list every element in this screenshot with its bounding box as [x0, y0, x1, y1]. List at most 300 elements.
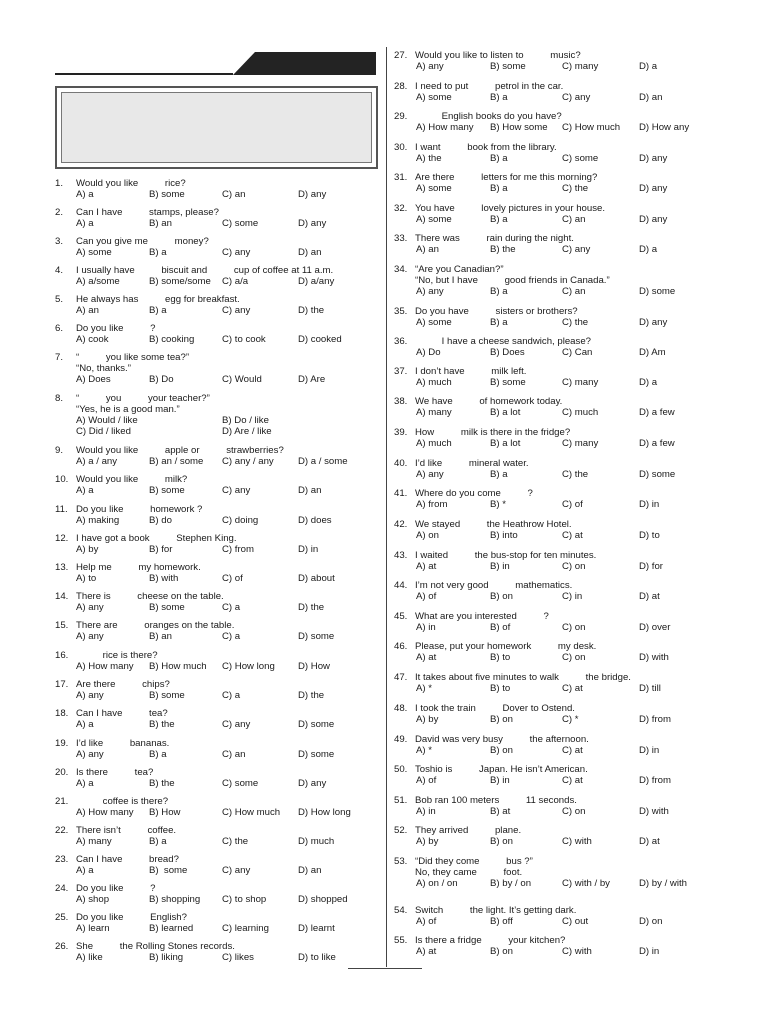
question-number: 46. — [394, 641, 408, 652]
answer-option: C) any — [222, 305, 251, 316]
answer-option: B) a — [490, 286, 508, 297]
question-text: There is cheese on the table. — [76, 591, 224, 602]
answer-option: C) * — [562, 714, 579, 725]
answer-option: D) the — [298, 305, 325, 316]
question-stem — [394, 935, 724, 946]
answer-options — [55, 515, 380, 526]
answer-option: C) Can — [562, 347, 593, 358]
answer-option: B) How — [149, 807, 181, 818]
header-rule — [55, 73, 233, 75]
question-number: 33. — [394, 233, 408, 244]
question-text: Help me my homework. — [76, 562, 201, 573]
answer-option: A) Would / like — [76, 415, 138, 426]
question-stem — [55, 207, 380, 218]
answer-options — [394, 153, 724, 164]
answer-options — [55, 485, 380, 496]
answer-option: A) How many — [76, 807, 134, 818]
question-text: I have a cheese sandwich, please? — [415, 336, 591, 347]
question-number: 38. — [394, 396, 408, 407]
answer-option: D) How — [298, 661, 330, 672]
answer-option: B) some/some — [149, 276, 211, 287]
question-text: Do you like ? — [76, 883, 156, 894]
question-text-line2: “Yes, he is a good man.” — [76, 404, 180, 415]
question-number: 36. — [394, 336, 408, 347]
answer-option: D) till — [639, 683, 661, 694]
question-item — [55, 825, 380, 847]
answer-options — [394, 407, 724, 418]
question-item — [394, 203, 724, 225]
question-item — [394, 672, 724, 694]
answer-options — [55, 719, 380, 730]
answer-option: A) some — [416, 183, 452, 194]
answer-option: C) of — [562, 499, 583, 510]
answer-options — [55, 426, 380, 437]
answer-option: A) making — [76, 515, 120, 526]
answer-option: C) on — [562, 652, 586, 663]
answer-option: B) shopping — [149, 894, 201, 905]
question-item — [394, 396, 724, 418]
answer-option: A) like — [76, 952, 103, 963]
question-text: Do you like English? — [76, 912, 187, 923]
question-item — [55, 236, 380, 258]
answer-options — [394, 652, 724, 663]
question-item — [394, 142, 724, 164]
question-number: 13. — [55, 562, 69, 573]
answer-option: C) any — [222, 485, 251, 496]
answer-options — [394, 878, 724, 889]
answer-option: C) in — [562, 591, 583, 602]
question-text: How milk is there in the fridge? — [415, 427, 571, 438]
question-text: Please, put your homework my desk. — [415, 641, 597, 652]
question-item — [394, 336, 724, 358]
question-text: There are oranges on the table. — [76, 620, 235, 631]
question-item — [55, 620, 380, 642]
answer-option: A) a/some — [76, 276, 120, 287]
answer-option: B) some — [490, 377, 526, 388]
answer-option: D) learnt — [298, 923, 335, 934]
answer-option: C) any — [222, 719, 251, 730]
question-number: 43. — [394, 550, 408, 561]
question-stem — [394, 672, 724, 683]
answer-option: C) a — [222, 631, 241, 642]
answer-option: D) in — [639, 499, 660, 510]
footer-rule — [348, 968, 422, 969]
answer-option: D) Are — [298, 374, 326, 385]
answer-option: A) * — [416, 683, 432, 694]
answer-options — [55, 544, 380, 555]
question-item — [55, 178, 380, 200]
question-number: 37. — [394, 366, 408, 377]
question-number: 27. — [394, 50, 408, 61]
answer-option: A) any — [76, 602, 104, 613]
question-text: You have lovely pictures in your house. — [415, 203, 606, 214]
question-stem — [55, 445, 380, 456]
question-number: 48. — [394, 703, 408, 714]
answer-option: B) some — [149, 690, 185, 701]
answer-option: B) into — [490, 530, 518, 541]
question-item — [55, 883, 380, 905]
answer-option: D) some — [298, 749, 335, 760]
answer-option: D) How any — [639, 122, 690, 133]
answer-options — [394, 591, 724, 602]
answer-options — [55, 247, 380, 258]
answer-option: A) a — [76, 778, 94, 789]
question-text: We have of homework today. — [415, 396, 563, 407]
question-number: 39. — [394, 427, 408, 438]
question-item — [394, 111, 724, 133]
answer-option: D) a few — [639, 407, 675, 418]
answer-option: A) on / on — [416, 878, 458, 889]
question-text: Would you like milk? — [76, 474, 188, 485]
question-number: 42. — [394, 519, 408, 530]
question-stem — [394, 734, 724, 745]
answer-option: C) many — [562, 377, 599, 388]
question-text: Toshio is Japan. He isn’t American. — [415, 764, 588, 775]
answer-option: D) Am — [639, 347, 666, 358]
question-text-line2: “No, thanks.” — [76, 363, 131, 374]
answer-option: A) shop — [76, 894, 110, 905]
answer-option: A) much — [416, 377, 452, 388]
answer-option: C) at — [562, 530, 583, 541]
question-text: Can I have stamps, please? — [76, 207, 219, 218]
answer-option: A) a / any — [76, 456, 118, 467]
answer-options — [55, 218, 380, 229]
question-number: 40. — [394, 458, 408, 469]
answer-options — [394, 622, 724, 633]
question-item — [55, 912, 380, 934]
question-item — [55, 679, 380, 701]
title-box-inner — [61, 92, 372, 163]
answer-option: A) in — [416, 622, 436, 633]
question-stem — [55, 352, 380, 363]
answer-option: B) * — [490, 499, 506, 510]
answer-option: C) any — [562, 244, 591, 255]
question-stem — [55, 591, 380, 602]
question-stem — [394, 50, 724, 61]
answer-option: D) a few — [639, 438, 675, 449]
answer-option: B) with — [149, 573, 179, 584]
answer-option: A) many — [416, 407, 452, 418]
answer-option: C) likes — [222, 952, 254, 963]
answer-options — [55, 661, 380, 672]
answer-option: A) learn — [76, 923, 110, 934]
answer-option: A) from — [416, 499, 448, 510]
question-stem — [55, 941, 380, 952]
question-text: I don’t have milk left. — [415, 366, 527, 377]
question-stem — [394, 81, 724, 92]
answer-option: A) some — [76, 247, 112, 258]
answer-option: D) by / with — [639, 878, 687, 889]
answer-option: C) from — [222, 544, 254, 555]
question-stem — [394, 264, 724, 275]
question-text: Switch the light. It’s getting dark. — [415, 905, 577, 916]
answer-option: B) a — [149, 836, 167, 847]
question-stem — [394, 764, 724, 775]
answer-option: A) any — [416, 469, 444, 480]
question-stem — [394, 856, 724, 867]
answer-option: A) any — [416, 61, 444, 72]
answer-option: C) with — [562, 836, 592, 847]
answer-option: B) a — [490, 183, 508, 194]
question-text-line2: “No, but I have good friends in Canada.” — [415, 275, 610, 286]
answer-option: D) for — [639, 561, 663, 572]
answer-option: B) some — [490, 61, 526, 72]
question-text: Where do you come ? — [415, 488, 533, 499]
question-item — [55, 207, 380, 229]
question-text: rice is there? — [76, 650, 158, 661]
question-number: 2. — [55, 207, 64, 218]
answer-option: C) to shop — [222, 894, 267, 905]
question-number: 15. — [55, 620, 69, 631]
answer-option: B) a lot — [490, 407, 521, 418]
answer-options — [394, 745, 724, 756]
answer-option: C) an — [562, 214, 586, 225]
question-text: I took the train Dover to Ostend. — [415, 703, 575, 714]
answer-options — [55, 456, 380, 467]
question-number: 4. — [55, 265, 64, 276]
answer-options — [55, 189, 380, 200]
answer-option: D) some — [298, 719, 335, 730]
answer-option: D) with — [639, 806, 669, 817]
answer-option: D) any — [639, 183, 668, 194]
question-item — [394, 580, 724, 602]
answer-option: A) of — [416, 916, 437, 927]
question-text: She the Rolling Stones records. — [76, 941, 235, 952]
answer-option: A) many — [76, 836, 112, 847]
answer-options — [394, 183, 724, 194]
question-stem — [394, 795, 724, 806]
question-text: I’d like bananas. — [76, 738, 170, 749]
question-number: 54. — [394, 905, 408, 916]
question-text: I want book from the library. — [415, 142, 557, 153]
question-stem — [394, 366, 724, 377]
answer-option: D) a — [639, 61, 658, 72]
answer-option: B) Does — [490, 347, 525, 358]
question-text: Can I have bread? — [76, 854, 179, 865]
answer-option: D) a / some — [298, 456, 348, 467]
answer-option: A) an — [416, 244, 439, 255]
answer-option: D) from — [639, 775, 671, 786]
question-item — [55, 504, 380, 526]
answer-option: C) an — [222, 749, 246, 760]
question-text: They arrived plane. — [415, 825, 522, 836]
answer-options — [55, 749, 380, 760]
answer-option: D) to like — [298, 952, 336, 963]
answer-option: C) some — [562, 153, 599, 164]
question-item — [55, 854, 380, 876]
answer-option: C) on — [562, 622, 586, 633]
title-box — [55, 86, 378, 169]
answer-options — [55, 807, 380, 818]
question-text: Can you give me money? — [76, 236, 209, 247]
answer-option: D) any — [298, 778, 327, 789]
answer-options — [394, 244, 724, 255]
question-stem — [394, 396, 724, 407]
answer-option: D) much — [298, 836, 335, 847]
answer-option: C) to cook — [222, 334, 266, 345]
answer-option: B) in — [490, 561, 510, 572]
answer-option: D) from — [639, 714, 671, 725]
question-number: 3. — [55, 236, 64, 247]
question-item — [55, 533, 380, 555]
question-number: 49. — [394, 734, 408, 745]
answer-option: B) on — [490, 946, 513, 957]
answer-option: C) Did / liked — [76, 426, 131, 437]
answer-option: A) How many — [76, 661, 134, 672]
answer-option: B) How much — [149, 661, 207, 672]
question-item — [55, 650, 380, 672]
answer-option: C) the — [562, 469, 589, 480]
question-number: 14. — [55, 591, 69, 602]
answer-option: B) learned — [149, 923, 194, 934]
answer-option: C) doing — [222, 515, 259, 526]
answer-option: A) some — [416, 92, 452, 103]
question-number: 41. — [394, 488, 408, 499]
question-stem — [394, 905, 724, 916]
question-stem — [394, 703, 724, 714]
answer-option: C) some — [222, 218, 259, 229]
question-text: I’m not very good mathematics. — [415, 580, 573, 591]
answer-option: D) a/any — [298, 276, 335, 287]
question-number: 26. — [55, 941, 69, 952]
answer-options — [55, 334, 380, 345]
question-item — [394, 764, 724, 786]
question-number: 9. — [55, 445, 64, 456]
question-text: There was rain during the night. — [415, 233, 574, 244]
question-stem — [55, 912, 380, 923]
question-item — [394, 519, 724, 541]
answer-option: A) some — [416, 214, 452, 225]
answer-option: C) on — [562, 561, 586, 572]
question-item — [55, 474, 380, 496]
question-stem — [394, 142, 724, 153]
answer-option: B) an — [149, 218, 172, 229]
question-text: I waited the bus-stop for ten minutes. — [415, 550, 597, 561]
answer-option: B) by / on — [490, 878, 532, 889]
question-item — [55, 562, 380, 584]
answer-option: C) many — [562, 438, 599, 449]
answer-option: D) any — [639, 153, 668, 164]
answer-option: B) for — [149, 544, 173, 555]
question-number: 20. — [55, 767, 69, 778]
answer-options — [55, 894, 380, 905]
question-text: Do you like homework ? — [76, 504, 203, 515]
answer-option: C) the — [562, 317, 589, 328]
answer-option: C) on — [562, 806, 586, 817]
answer-option: C) at — [562, 683, 583, 694]
question-item — [394, 488, 724, 510]
question-item — [394, 264, 724, 297]
answer-options — [55, 865, 380, 876]
answer-option: A) at — [416, 946, 437, 957]
question-stem — [394, 825, 724, 836]
question-stem — [55, 562, 380, 573]
question-item — [55, 265, 380, 287]
question-number: 51. — [394, 795, 408, 806]
question-number: 16. — [55, 650, 69, 661]
answer-option: D) Are / like — [222, 426, 272, 437]
question-text: There isn’t coffee. — [76, 825, 177, 836]
answer-options — [394, 561, 724, 572]
answer-option: D) in — [298, 544, 319, 555]
question-text: I usually have biscuit and cup of coffee at 11 a.m. — [76, 265, 334, 276]
question-stem — [55, 650, 380, 661]
answer-options — [55, 415, 380, 426]
answer-option: C) How much — [222, 807, 281, 818]
question-number: 7. — [55, 352, 64, 363]
answer-option: C) a/a — [222, 276, 249, 287]
answer-option: A) at — [416, 561, 437, 572]
answer-option: D) shopped — [298, 894, 348, 905]
question-text: “Are you Canadian?” — [415, 264, 504, 275]
answer-option: B) in — [490, 775, 510, 786]
answer-option: D) some — [639, 286, 676, 297]
answer-option: B) a — [490, 317, 508, 328]
answer-option: A) by — [416, 714, 439, 725]
question-stem — [394, 336, 724, 347]
answer-option: A) on — [416, 530, 439, 541]
answer-option: C) any — [562, 92, 591, 103]
answer-options — [55, 690, 380, 701]
answer-option: A) at — [416, 652, 437, 663]
answer-option: A) any — [76, 749, 104, 760]
question-text: “Did they come bus ?” — [415, 856, 533, 867]
answer-option: A) How many — [416, 122, 474, 133]
answer-option: D) cooked — [298, 334, 342, 345]
answer-option: B) to — [490, 652, 511, 663]
answer-option: A) in — [416, 806, 436, 817]
answer-options — [394, 946, 724, 957]
answer-option: B) the — [149, 778, 175, 789]
question-item — [394, 795, 724, 817]
question-text: What are you interested ? — [415, 611, 549, 622]
answer-options — [394, 806, 724, 817]
question-item — [55, 393, 380, 437]
answer-option: C) any / any — [222, 456, 274, 467]
question-item — [394, 935, 724, 957]
question-item — [55, 796, 380, 818]
answer-option: B) some — [149, 485, 185, 496]
question-item — [394, 233, 724, 255]
answer-options — [394, 836, 724, 847]
question-text: English books do you have? — [415, 111, 562, 122]
answer-options — [394, 916, 724, 927]
question-stem — [394, 111, 724, 122]
question-stem — [55, 294, 380, 305]
answer-option: B) at — [490, 806, 511, 817]
question-stem — [394, 306, 724, 317]
answer-option: A) cook — [76, 334, 109, 345]
question-number: 44. — [394, 580, 408, 591]
answer-option: D) about — [298, 573, 335, 584]
answer-option: C) How much — [562, 122, 621, 133]
question-item — [55, 708, 380, 730]
answer-option: B) on — [490, 591, 513, 602]
answer-option: D) in — [639, 946, 660, 957]
column-divider — [386, 47, 387, 967]
answer-option: D) any — [639, 214, 668, 225]
question-number: 53. — [394, 856, 408, 867]
answer-option: B) a — [490, 214, 508, 225]
answer-option: D) some — [298, 631, 335, 642]
question-stem — [55, 620, 380, 631]
question-text: Is there a fridge your kitchen? — [415, 935, 566, 946]
answer-option: C) a — [222, 602, 241, 613]
answer-options — [394, 214, 724, 225]
question-number: 18. — [55, 708, 69, 719]
question-text: We stayed the Heathrow Hotel. — [415, 519, 572, 530]
answer-option: A) a — [76, 719, 94, 730]
